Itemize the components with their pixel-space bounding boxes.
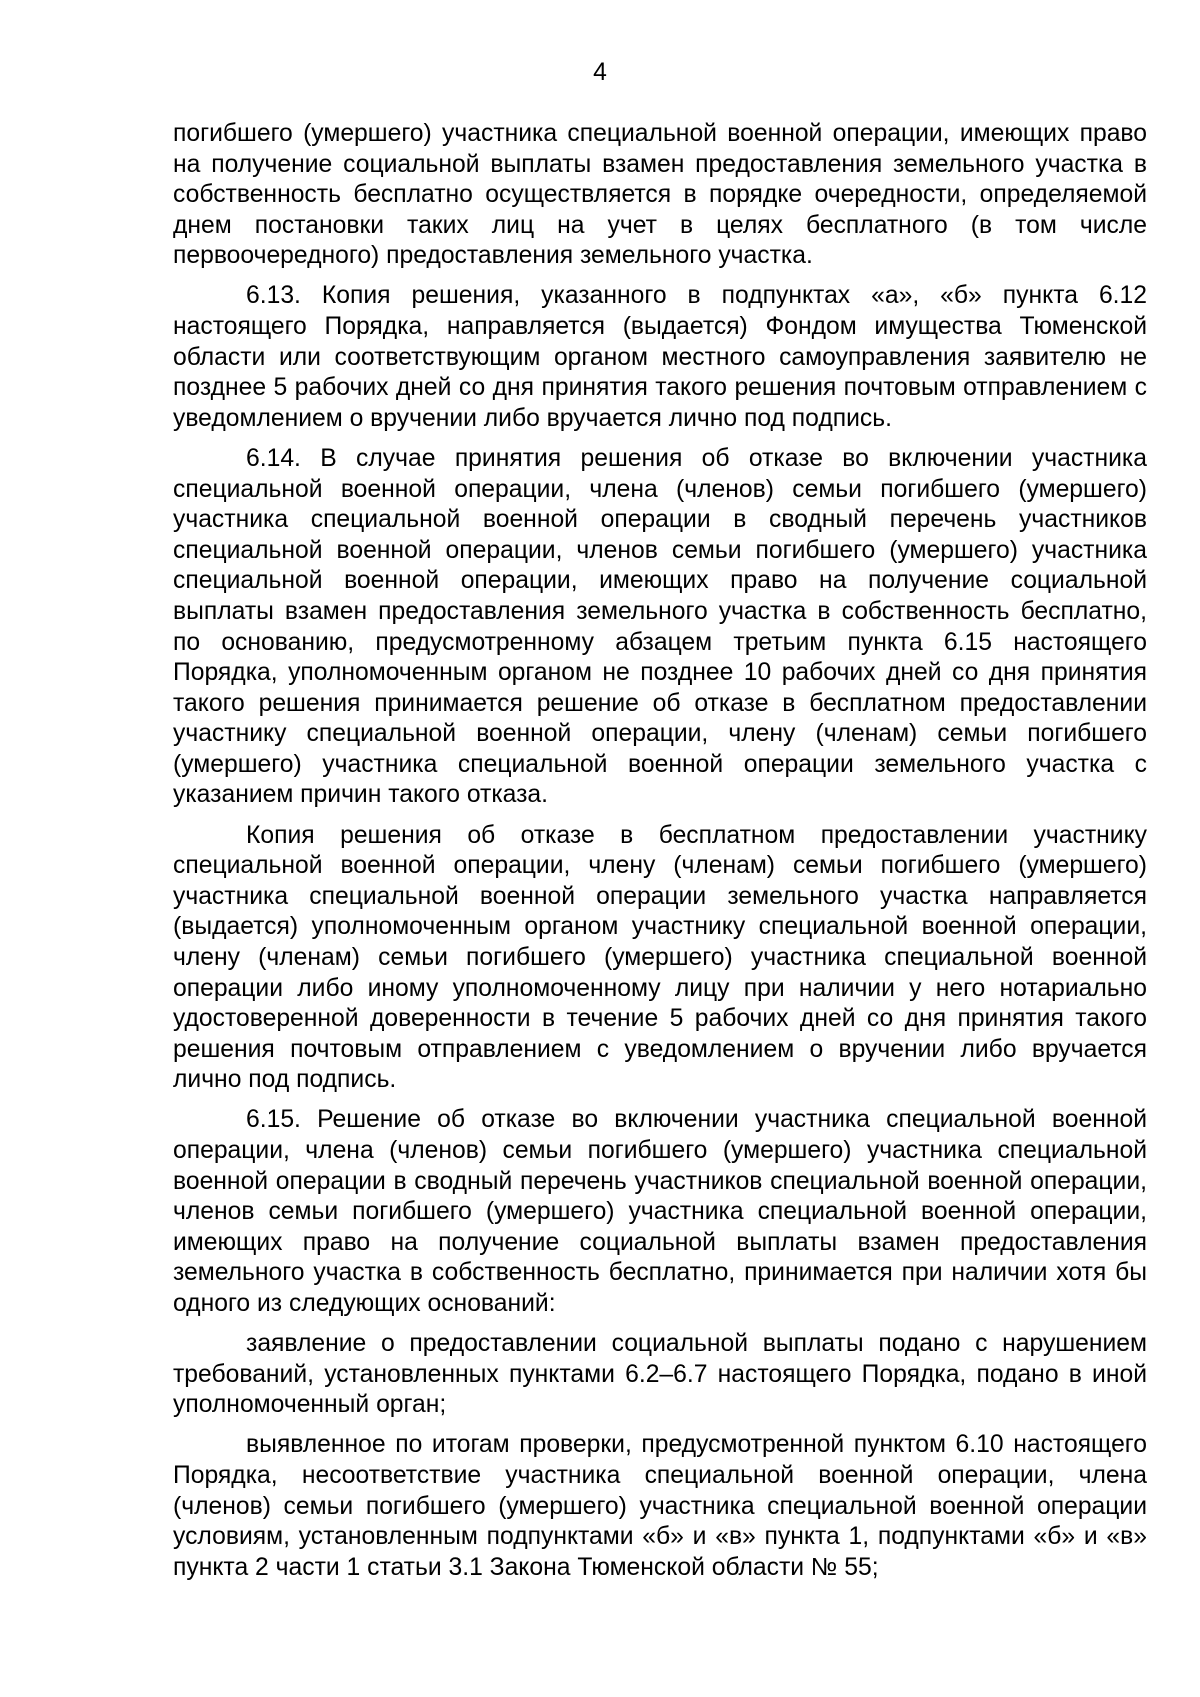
- paragraph-ground-1: заявление о предоставлении социальной выплаты подано с нарушением требований, установленных пунктами 6.2–6.7 настоящего Порядка, подано в иной уполномоченный орган;: [173, 1330, 1147, 1419]
- paragraph-continuation: погибшего (умершего) участника специальной военной операции, имеющих право на получение социальной выплаты взамен предоставления земельного участка в собственность бесплатно осуществляется в порядке очередности, определяемой днем постановки таких лиц на учет в целях бесплатного (в том числе первоочередного) предоставления земельного участка.: [173, 120, 1147, 270]
- paragraph-ground-2: выявленное по итогам проверки, предусмотренной пунктом 6.10 настоящего Порядка, несоответствие участника специальной военной операции, члена (членов) семьи погибшего (умершего) участника специальной военной операции условиям, установленным подпунктами «б» и «в» пункта 1, подпунктами «б» и «в» пункта 2 части 1 статьи 3.1 Закона Тюменской области № 55;: [173, 1431, 1147, 1581]
- paragraph-refusal-copy: Копия решения об отказе в бесплатном предоставлении участнику специальной военной операции, члену (членам) семьи погибшего (умершего) участника специальной военной операции земельного участка направляется (выдается) уполномоченным органом участнику специальной военной операции, члену (членам) семьи погибшего (умершего) участника специальной военной операции либо иному уполномоченному лицу при наличии у него нотариально удостоверенной доверенности в течение 5 рабочих дней со дня принятия такого решения почтовым отправлением с уведомлением о вручении либо вручается лично под подпись.: [173, 821, 1147, 1094]
- paragraph-6-13: 6.13. Копия решения, указанного в подпунктах «а», «б» пункта 6.12 настоящего Порядка, направляется (выдается) Фондом имущества Тюменской области или соответствующим органом местного самоуправления заявителю не позднее 5 рабочих дней со дня принятия такого решения почтовым отправлением с уведомлением о вручении либо вручается лично под подпись.: [173, 282, 1147, 432]
- paragraph-6-14: 6.14. В случае принятия решения об отказе во включении участника специальной военной операции, члена (членов) семьи погибшего (умершего) участника специальной военной операции в сводный перечень участников специальной военной операции, членов семьи погибшего (умершего) участника специальной военной операции, имеющих право на получение социальной выплаты взамен предоставления земельного участка в собственность бесплатно, по основанию, предусмотренному абзацем третьим пункта 6.15 настоящего Порядка, уполномоченным органом не позднее 10 рабочих дней со дня принятия такого решения принимается решение об отказе в бесплатном предоставлении участнику специальной военной операции, члену (членам) семьи погибшего (умершего) участника специальной военной операции земельного участка с указанием причин такого отказа.: [173, 444, 1147, 809]
- page-number: 4: [593, 59, 607, 86]
- document-body: [173, 119, 1147, 1593]
- paragraph-6-15: 6.15. Решение об отказе во включении участника специальной военной операции, члена (членов) семьи погибшего (умершего) участника специальной военной операции в сводный перечень участников специальной военной операции, членов семьи погибшего (умершего) участника специальной военной операции, имеющих право на получение социальной выплаты взамен предоставления земельного участка в собственность бесплатно, принимается при наличии хотя бы одного из следующих оснований:: [173, 1106, 1147, 1317]
